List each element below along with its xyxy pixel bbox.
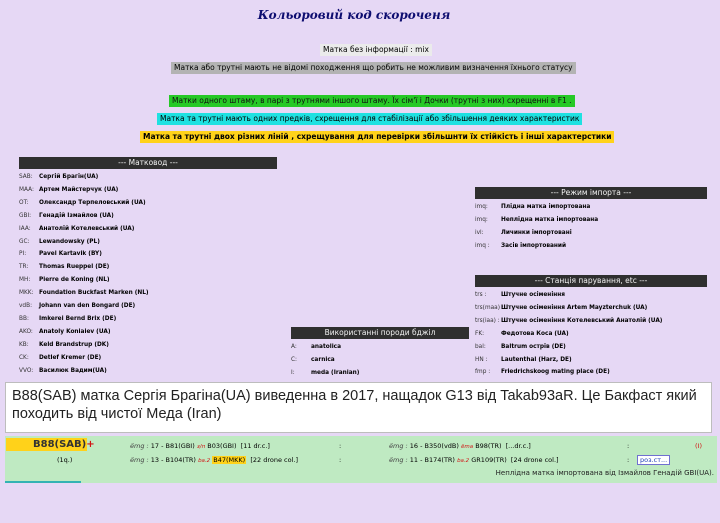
row-name: Сергій Брагін(UA) xyxy=(39,174,99,180)
breeders-row xyxy=(19,366,289,376)
breeders-row xyxy=(19,198,289,208)
row-code: VVO: xyxy=(19,367,34,374)
mating-station-row xyxy=(475,355,715,365)
pedigree-row-2 xyxy=(130,456,298,464)
row-code: trs : xyxy=(475,292,487,298)
row2-right-mark: ba.2 xyxy=(457,458,470,464)
import-mode-row xyxy=(475,241,715,251)
breeders-row xyxy=(19,224,289,234)
races-row xyxy=(291,342,471,352)
legend-mix: Матка без інформації : mix xyxy=(320,44,432,56)
breeders-header: --- Матковод --- xyxy=(19,157,277,169)
row1-right-a[interactable]: 16 - B350(vdB) xyxy=(409,442,459,450)
row-code: OT: xyxy=(19,199,29,206)
row-name: Lewandowsky (PL) xyxy=(39,238,100,245)
row-name: Олександр Терпеловський (UA) xyxy=(39,199,146,206)
legend-stabilize: Матка та трутні мають одних предків, схрещення для стабілізації або збільшення деяких характеристик xyxy=(157,113,582,125)
row-name: Плідна матка імпортована xyxy=(501,204,591,210)
row-name: Неплідна матка імпортована xyxy=(501,217,599,223)
races-row xyxy=(291,368,471,378)
legend-f1: Матки одного штаму, в парі з трутнями іншого штаму. Їх сім'ї і Дочки (трутні з них) схрещенні в F1 . xyxy=(169,95,575,107)
row-code: C: xyxy=(291,357,298,363)
row1-end-val: (I) xyxy=(695,442,702,450)
pedigree-row-1 xyxy=(130,442,270,450)
row1-right-mark: ёma xyxy=(461,444,474,450)
row-code: BB: xyxy=(19,315,29,322)
row2-right-a[interactable]: 11 - B174(TR) xyxy=(409,456,455,464)
row2-right-note: [24 drone col.] xyxy=(510,456,559,464)
mating-station-row xyxy=(475,290,715,300)
row-code: TR: xyxy=(19,264,29,271)
mating-station-row xyxy=(475,329,715,339)
row1-right-b[interactable]: B98(TR) xyxy=(475,442,502,450)
row-code: PI: xyxy=(19,251,27,258)
breeders-row xyxy=(19,275,289,285)
row2-left-mark: ba.2 xyxy=(198,458,211,464)
row2-left-a[interactable]: 13 - B104(TR) xyxy=(150,456,196,464)
row-name: Штучне осіменіння Котелевський Анатолій (UA) xyxy=(501,317,663,324)
row-code: GBI: xyxy=(19,212,32,219)
row-code: ivl: xyxy=(475,230,484,236)
breeders-row xyxy=(19,249,289,259)
pedigree-strip xyxy=(5,436,717,483)
row-code: AKO: xyxy=(19,328,33,335)
row-code: SAB: xyxy=(19,174,33,180)
import-mode-row xyxy=(475,215,715,225)
breeders-row xyxy=(19,185,289,195)
races-header: Використанні породи бджіл xyxy=(291,327,469,339)
pedigree-generation: (1q.) xyxy=(57,456,73,464)
row1-right-note: [...dr.c.] xyxy=(505,442,531,450)
row1-end-sep: : xyxy=(627,442,630,450)
queen-description: B88(SAB) матка Сергія Брагіна(UA) виведенна в 2017, нащадок G13 від Takab93aR. Це Бакфаст який походить від чистої Меда (Iran) xyxy=(5,382,712,433)
row-code: GC: xyxy=(19,238,30,245)
breeders-list xyxy=(19,172,289,382)
row-code: MKK: xyxy=(19,290,34,297)
pedigree-footnote: Неплідна матка імпортована від Ізмайлов Генадій GBI(UA). xyxy=(495,469,714,477)
row2-left-b[interactable]: B47(MKK) xyxy=(213,456,246,464)
mating-station-row xyxy=(475,316,715,326)
row1-right-prefix: ёmg : xyxy=(389,442,408,450)
row2-sep: : xyxy=(339,456,342,464)
races-list xyxy=(291,342,471,382)
row-code: HN : xyxy=(475,356,488,363)
row-code: trs(maa) : xyxy=(475,304,504,311)
row2-end-sep: : xyxy=(627,456,630,464)
breeders-row xyxy=(19,314,289,324)
row-code: MAA: xyxy=(19,186,34,193)
row-code: fmp : xyxy=(475,369,491,376)
legend-unknown: Матка або трутні мають не відомі походження що робить не можливим визначення їхнього статусу xyxy=(171,62,576,74)
main-code-text: B88(SAB) xyxy=(33,439,87,450)
page-title: Кольоровий код скороченя xyxy=(257,8,451,22)
footer-accent-bar xyxy=(5,481,81,483)
row-code: imq : xyxy=(475,243,490,249)
row-name: anatolica xyxy=(311,344,342,350)
breeders-row xyxy=(19,340,289,350)
import-mode-row xyxy=(475,202,715,212)
row-code: MH: xyxy=(19,277,31,284)
row2-left-prefix: ёmg : xyxy=(130,456,149,464)
row-name: Anatoly Koniaiev (UA) xyxy=(39,328,111,335)
row-code: IAA: xyxy=(19,225,31,232)
row-name: meda (Iranian) xyxy=(311,370,360,376)
pedigree-row-1-right xyxy=(389,442,531,450)
main-plus: + xyxy=(86,439,95,450)
row-name: Василюк Вадим(UA) xyxy=(39,367,107,374)
row-code: FK: xyxy=(475,330,485,337)
breeders-row xyxy=(19,237,289,247)
row-name: Foundation Buckfast Marken (NL) xyxy=(39,290,149,297)
row-name: Артем Майстерчук (UA) xyxy=(39,186,119,193)
breeders-row xyxy=(19,301,289,311)
row-name: Штучне осіменіння Artem Mayzterchuk (UA) xyxy=(501,304,648,311)
row-name: Генадій Ізмайлов (UA) xyxy=(39,212,114,219)
legend-cross: Матка та трутні двох різних ліній , схрещування для перевірки збільшнти їх стійкість і інші характерстики xyxy=(140,131,614,143)
row-name: Johann van den Bongard (DE) xyxy=(39,303,136,309)
pedigree-main-code[interactable] xyxy=(6,438,95,451)
row1-left-mark: з/п xyxy=(196,444,206,450)
row1-left-b[interactable]: B03(GBI) xyxy=(207,442,237,450)
row2-right-b[interactable]: GR109(TR) xyxy=(471,456,507,464)
row-name: Личинки імпортовані xyxy=(501,230,572,236)
mating-station-row xyxy=(475,342,715,352)
row-code: A: xyxy=(291,344,297,350)
breeders-row xyxy=(19,262,289,272)
mating-station-row xyxy=(475,303,715,313)
row-code: imq: xyxy=(475,204,488,210)
row-name: Федотова Коса (UA) xyxy=(501,330,569,337)
breeders-row xyxy=(19,353,289,363)
row-name: Friedrichskoog mating place (DE) xyxy=(501,369,610,376)
import-header: --- Режим імпорта --- xyxy=(475,187,707,199)
mating-list xyxy=(475,290,715,382)
row-name: Imkerei Bernd Brix (DE) xyxy=(39,315,117,322)
row2-right-prefix: ёmg : xyxy=(389,456,408,464)
row1-left-note: [11 dr.c.] xyxy=(240,442,270,450)
row-name: Анатолій Котелевський (UA) xyxy=(39,225,135,232)
breeders-row xyxy=(19,172,289,182)
races-row xyxy=(291,355,471,365)
row-code: CK: xyxy=(19,354,29,361)
row-name: Pierre de Koning (NL) xyxy=(39,277,110,284)
row-name: Штучне осіменіння xyxy=(501,292,566,298)
row-code: trs(iaa) : xyxy=(475,317,500,324)
breeders-row xyxy=(19,211,289,221)
row-name: Baltrum острів (DE) xyxy=(501,343,566,350)
row1-left-prefix: ёmg : xyxy=(130,442,149,450)
import-list xyxy=(475,202,715,262)
row-name: Keld Brandstrup (DK) xyxy=(39,341,109,348)
row-code: bal: xyxy=(475,343,486,350)
row-name: carnica xyxy=(311,357,335,363)
row2-end-val[interactable]: рoз.ст... xyxy=(637,455,670,465)
row1-sep: : xyxy=(339,442,342,450)
row-name: Lautenthal (Harz, DE) xyxy=(501,356,572,363)
row-name: Засів імпортований xyxy=(501,243,567,249)
mating-header: --- Станція парування, etc --- xyxy=(475,275,707,287)
row-code: I: xyxy=(291,370,295,376)
breeders-row xyxy=(19,327,289,337)
pedigree-row-2-right xyxy=(389,456,559,464)
import-mode-row xyxy=(475,228,715,238)
row-code: imq: xyxy=(475,217,488,223)
row1-left-a[interactable]: 17 - B81(GBI) xyxy=(150,442,195,450)
row-name: Detlef Kremer (DE) xyxy=(39,354,102,361)
mating-station-row xyxy=(475,367,715,377)
row-code: KB: xyxy=(19,341,29,348)
row2-left-note: [22 drone col.] xyxy=(250,456,298,464)
row-name: Thomas Rueppel (DE) xyxy=(39,264,110,271)
row-name: Pavel Kartavik (BY) xyxy=(39,251,102,258)
row-code: vdB: xyxy=(19,303,33,309)
breeders-row xyxy=(19,288,289,298)
